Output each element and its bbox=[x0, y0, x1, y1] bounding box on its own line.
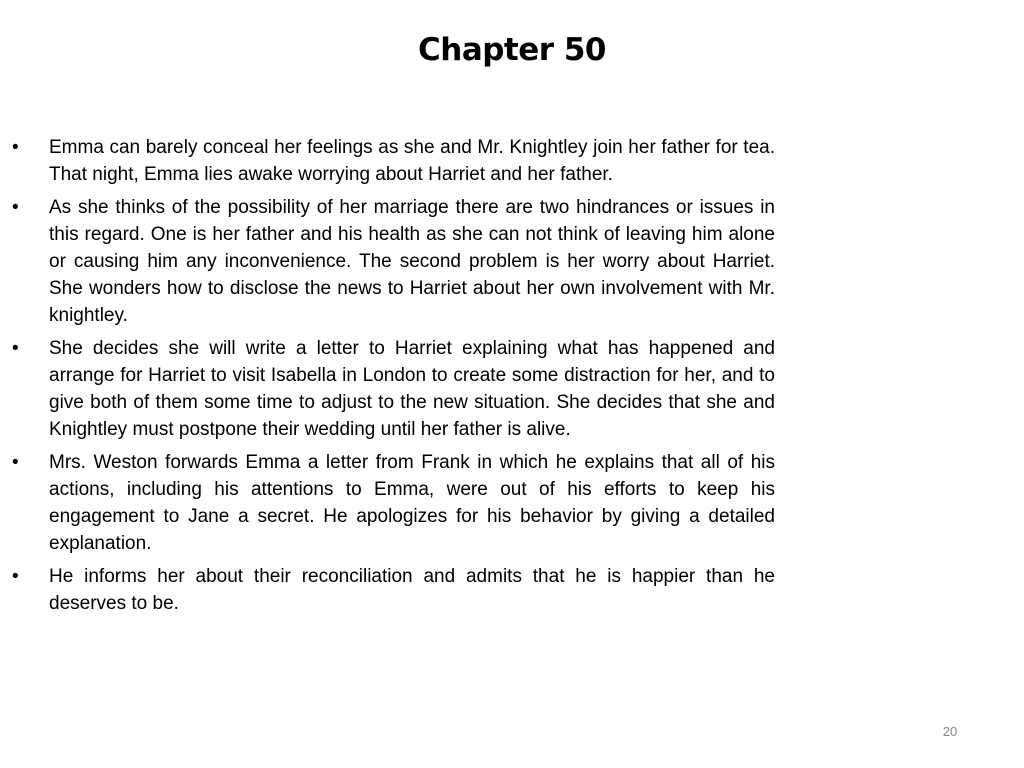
bullet-text: As she thinks of the possibility of her marriage there are two hindrances or issues in this regard. One is her father and his health as she can not think of leaving him alone or causing him any inconvenience. The second problem is her worry about Harriet. She wonders how to disclose the news to Harriet about her own involvement with Mr. knightley. bbox=[49, 197, 775, 326]
bullet-icon: • bbox=[12, 137, 19, 158]
bullet-item bbox=[12, 134, 775, 188]
bullet-text: Mrs. Weston forwards Emma a letter from Frank in which he explains that all of his actions, including his attentions to Emma, were out of his efforts to keep his engagement to Jane a secret. He apologizes for his behavior by giving a detailed explanation. bbox=[49, 452, 775, 554]
bullet-item bbox=[12, 449, 775, 557]
slide-title: Chapter 50 bbox=[418, 32, 606, 68]
bullet-icon: • bbox=[12, 338, 19, 359]
bullet-text: Emma can barely conceal her feelings as she and Mr. Knightley join her father for tea. That night, Emma lies awake worrying about Harriet and her father. bbox=[49, 137, 775, 185]
page-number: 20 bbox=[942, 724, 958, 739]
bullet-item bbox=[12, 194, 775, 329]
bullet-icon: • bbox=[12, 566, 19, 587]
bullet-list bbox=[12, 134, 775, 623]
bullet-text: He informs her about their reconciliation and admits that he is happier than he deserves to be. bbox=[49, 566, 775, 614]
bullet-item bbox=[12, 563, 775, 617]
bullet-icon: • bbox=[12, 197, 19, 218]
bullet-item bbox=[12, 335, 775, 443]
bullet-icon: • bbox=[12, 452, 19, 473]
bullet-text: She decides she will write a letter to Harriet explaining what has happened and arrange for Harriet to visit Isabella in London to create some distraction for her, and to give both of them some time to adjust to the new situation. She decides that she and Knightley must postpone their wedding until her father is alive. bbox=[49, 338, 775, 440]
